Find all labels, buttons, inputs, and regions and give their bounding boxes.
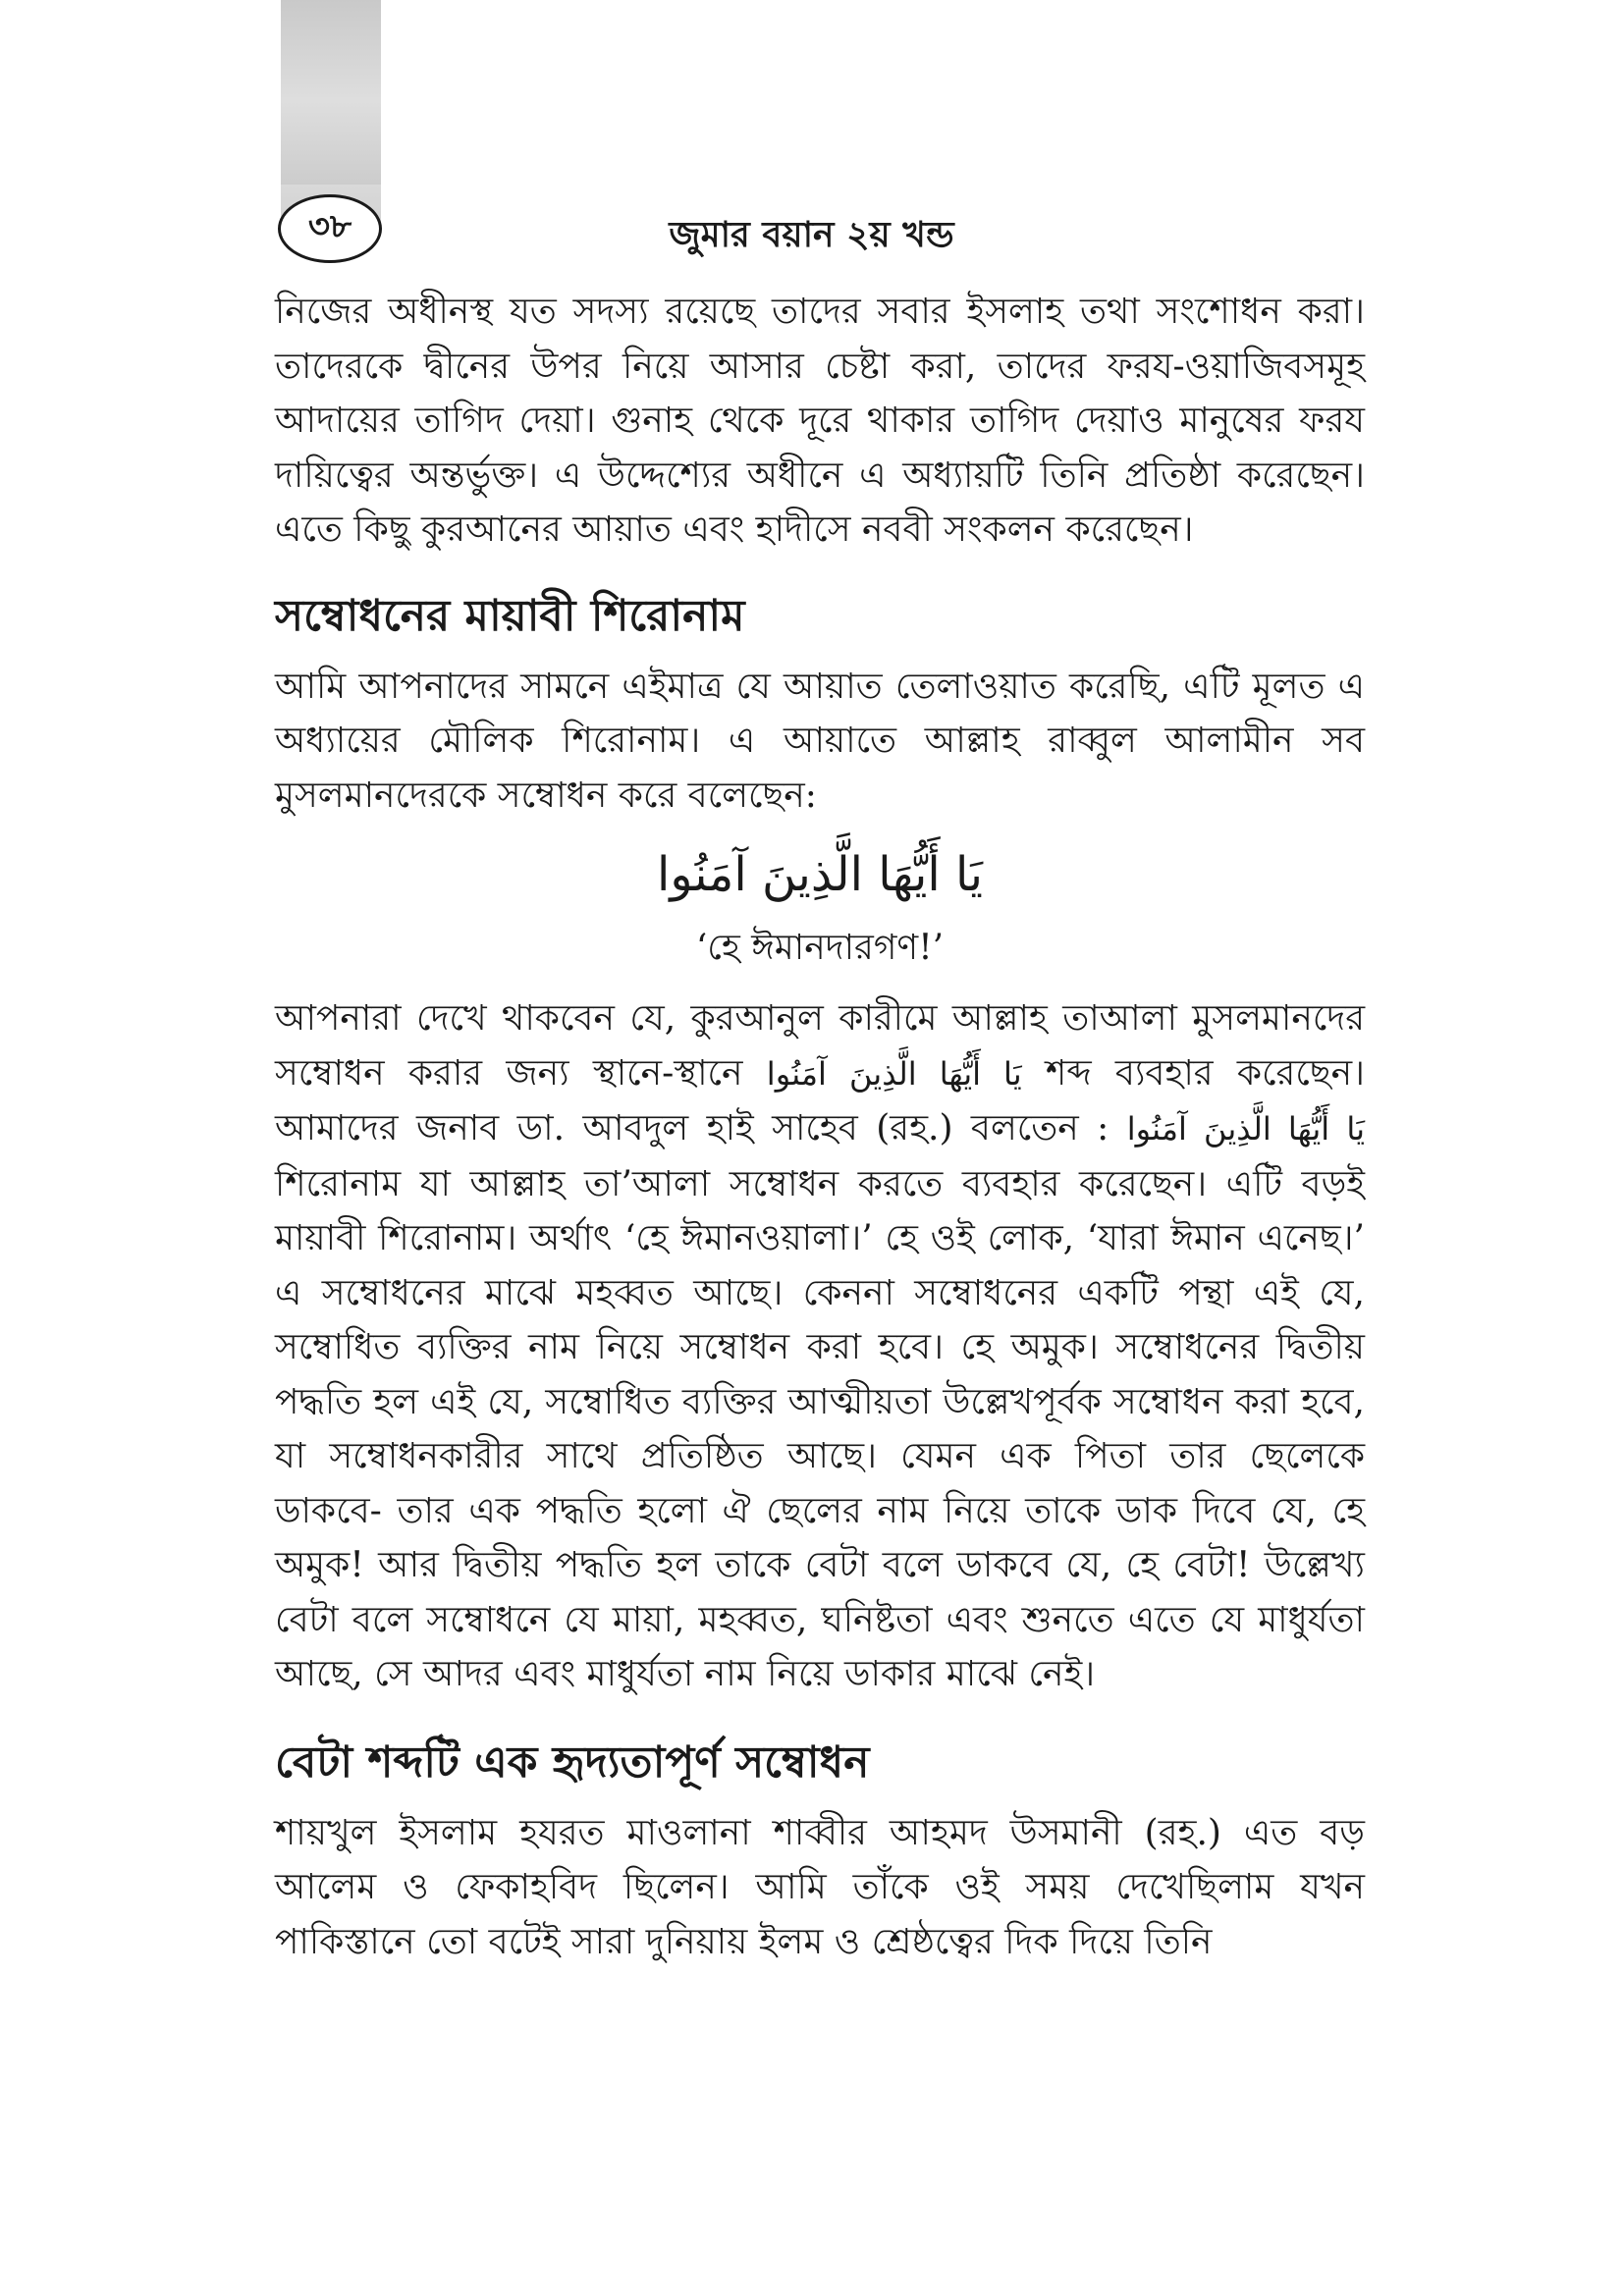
paragraph-4: শায়খুল ইসলাম হযরত মাওলানা শাব্বীর আহমদ উসমানী (রহ.) এত বড় আলেম ও ফেকাহবিদ ছিলেন। আমি তাঁকে ওই সময় দেখেছিলাম যখন পাকিস্তানে তো বটেই সারা দুনিয়ায় ইলম ও শ্রেষ্ঠত্বের দিক দিয়ে তিনি bbox=[275, 1812, 1365, 1962]
paragraph-3 bbox=[275, 991, 1365, 1702]
page-tab-decoration bbox=[281, 0, 381, 224]
paragraph-3-part-c: শিরোনাম যা আল্লাহ তা’আলা সম্বোধন করতে ব্যবহার করেছেন। এটি বড়ই মায়াবী শিরোনাম। অর্থাৎ ‘হে ঈমানওয়ালা।’ হে ওই লোক, ‘যারা ঈমান এনেছ।’ এ সম্বোধনের মাঝে মহব্বত আছে। কেননা সম্বোধনের একটি পন্থা এই যে, সম্বোধিত ব্যক্তির নাম নিয়ে সম্বোধন করা হবে। হে অমুক। সম্বোধনের দ্বিতীয় পদ্ধতি হল এই যে, সম্বোধিত ব্যক্তির আত্মীয়তা উল্লেখপূর্বক সম্বোধন করা হবে, যা সম্বোধনকারীর সাথে প্রতিষ্ঠিত আছে। যেমন এক পিতা তার ছেলেকে ডাকবে- তার এক পদ্ধতি হলো ঐ ছেলের নাম নিয়ে তাকে ডাক দিবে যে, হে অমুক! আর দ্বিতীয় পদ্ধতি হল তাকে বেটা বলে ডাকবে যে, হে বেটা! উল্লেখ্য বেটা বলে সম্বোধনে যে মায়া, মহব্বত, ঘনিষ্টতা এবং শুনতে এতে যে মাধুর্যতা আছে, সে আদর এবং মাধুর্যতা নাম নিয়ে ডাকার মাঝে নেই। bbox=[275, 1163, 1365, 1694]
paragraph-3-part-b: শব্দ ব্যবহার করেছেন। আমাদের জনাব ডা. আবদুল হাই সাহেব (রহ.) বলতেন : bbox=[275, 1052, 1365, 1148]
section-heading-1: সম্বোধনের মায়াবী শিরোনাম bbox=[275, 590, 745, 641]
verse-translation: ‘হে ঈমানদারগণ!’ bbox=[695, 928, 945, 968]
paragraph-3-part-a: আপনারা দেখে থাকবেন যে, কুরআনুল কারীমে আল্লাহ তাআলা মুসলমানদের সম্বোধন করার জন্য স্থানে-স্থানে bbox=[275, 998, 1365, 1094]
arabic-verse: يَا أَيُّهَا الَّذِينَ آمَنُوا bbox=[657, 847, 983, 902]
paragraph-1: নিজের অধীনস্থ যত সদস্য রয়েছে তাদের সবার ইসলাহ তথা সংশোধন করা। তাদেরকে দ্বীনের উপর নিয়ে আসার চেষ্টা করা, তাদের ফরয-ওয়াজিবসমূহ আদায়ের তাগিদ দেয়া। গুনাহ থেকে দূরে থাকার তাগিদ দেয়াও মানুষের ফরয দায়িত্বের অন্তর্ভুক্ত। এ উদ্দেশ্যের অধীনে এ অধ্যায়টি তিনি প্রতিষ্ঠা করেছেন। এতে কিছু কুরআনের আয়াত এবং হাদীসে নববী সংকলন করেছেন। bbox=[275, 292, 1365, 550]
page-content bbox=[275, 285, 1365, 1969]
paragraph-2: আমি আপনাদের সামনে এইমাত্র যে আয়াত তেলাওয়াত করেছি, এটি মূলত এ অধ্যায়ের মৌলিক শিরোনাম। এ আয়াতে আল্লাহ রাব্বুল আলামীন সব মুসলমানদেরকে সম্বোধন করে বলেছেন: bbox=[275, 666, 1365, 816]
inline-arabic-2: يَا أَيُّهَا الَّذِينَ آمَنُوا bbox=[1126, 1110, 1366, 1148]
inline-arabic-1: يَا أَيُّهَا الَّذِينَ آمَنُوا bbox=[766, 1054, 1022, 1093]
section-heading-2: বেটা শব্দটি এক হৃদ্যতাপূর্ণ সম্বোধন bbox=[275, 1736, 870, 1788]
running-title: জুমার বয়ান ২য় খন্ড bbox=[669, 214, 954, 255]
page-number: ৩৮ bbox=[278, 194, 382, 263]
